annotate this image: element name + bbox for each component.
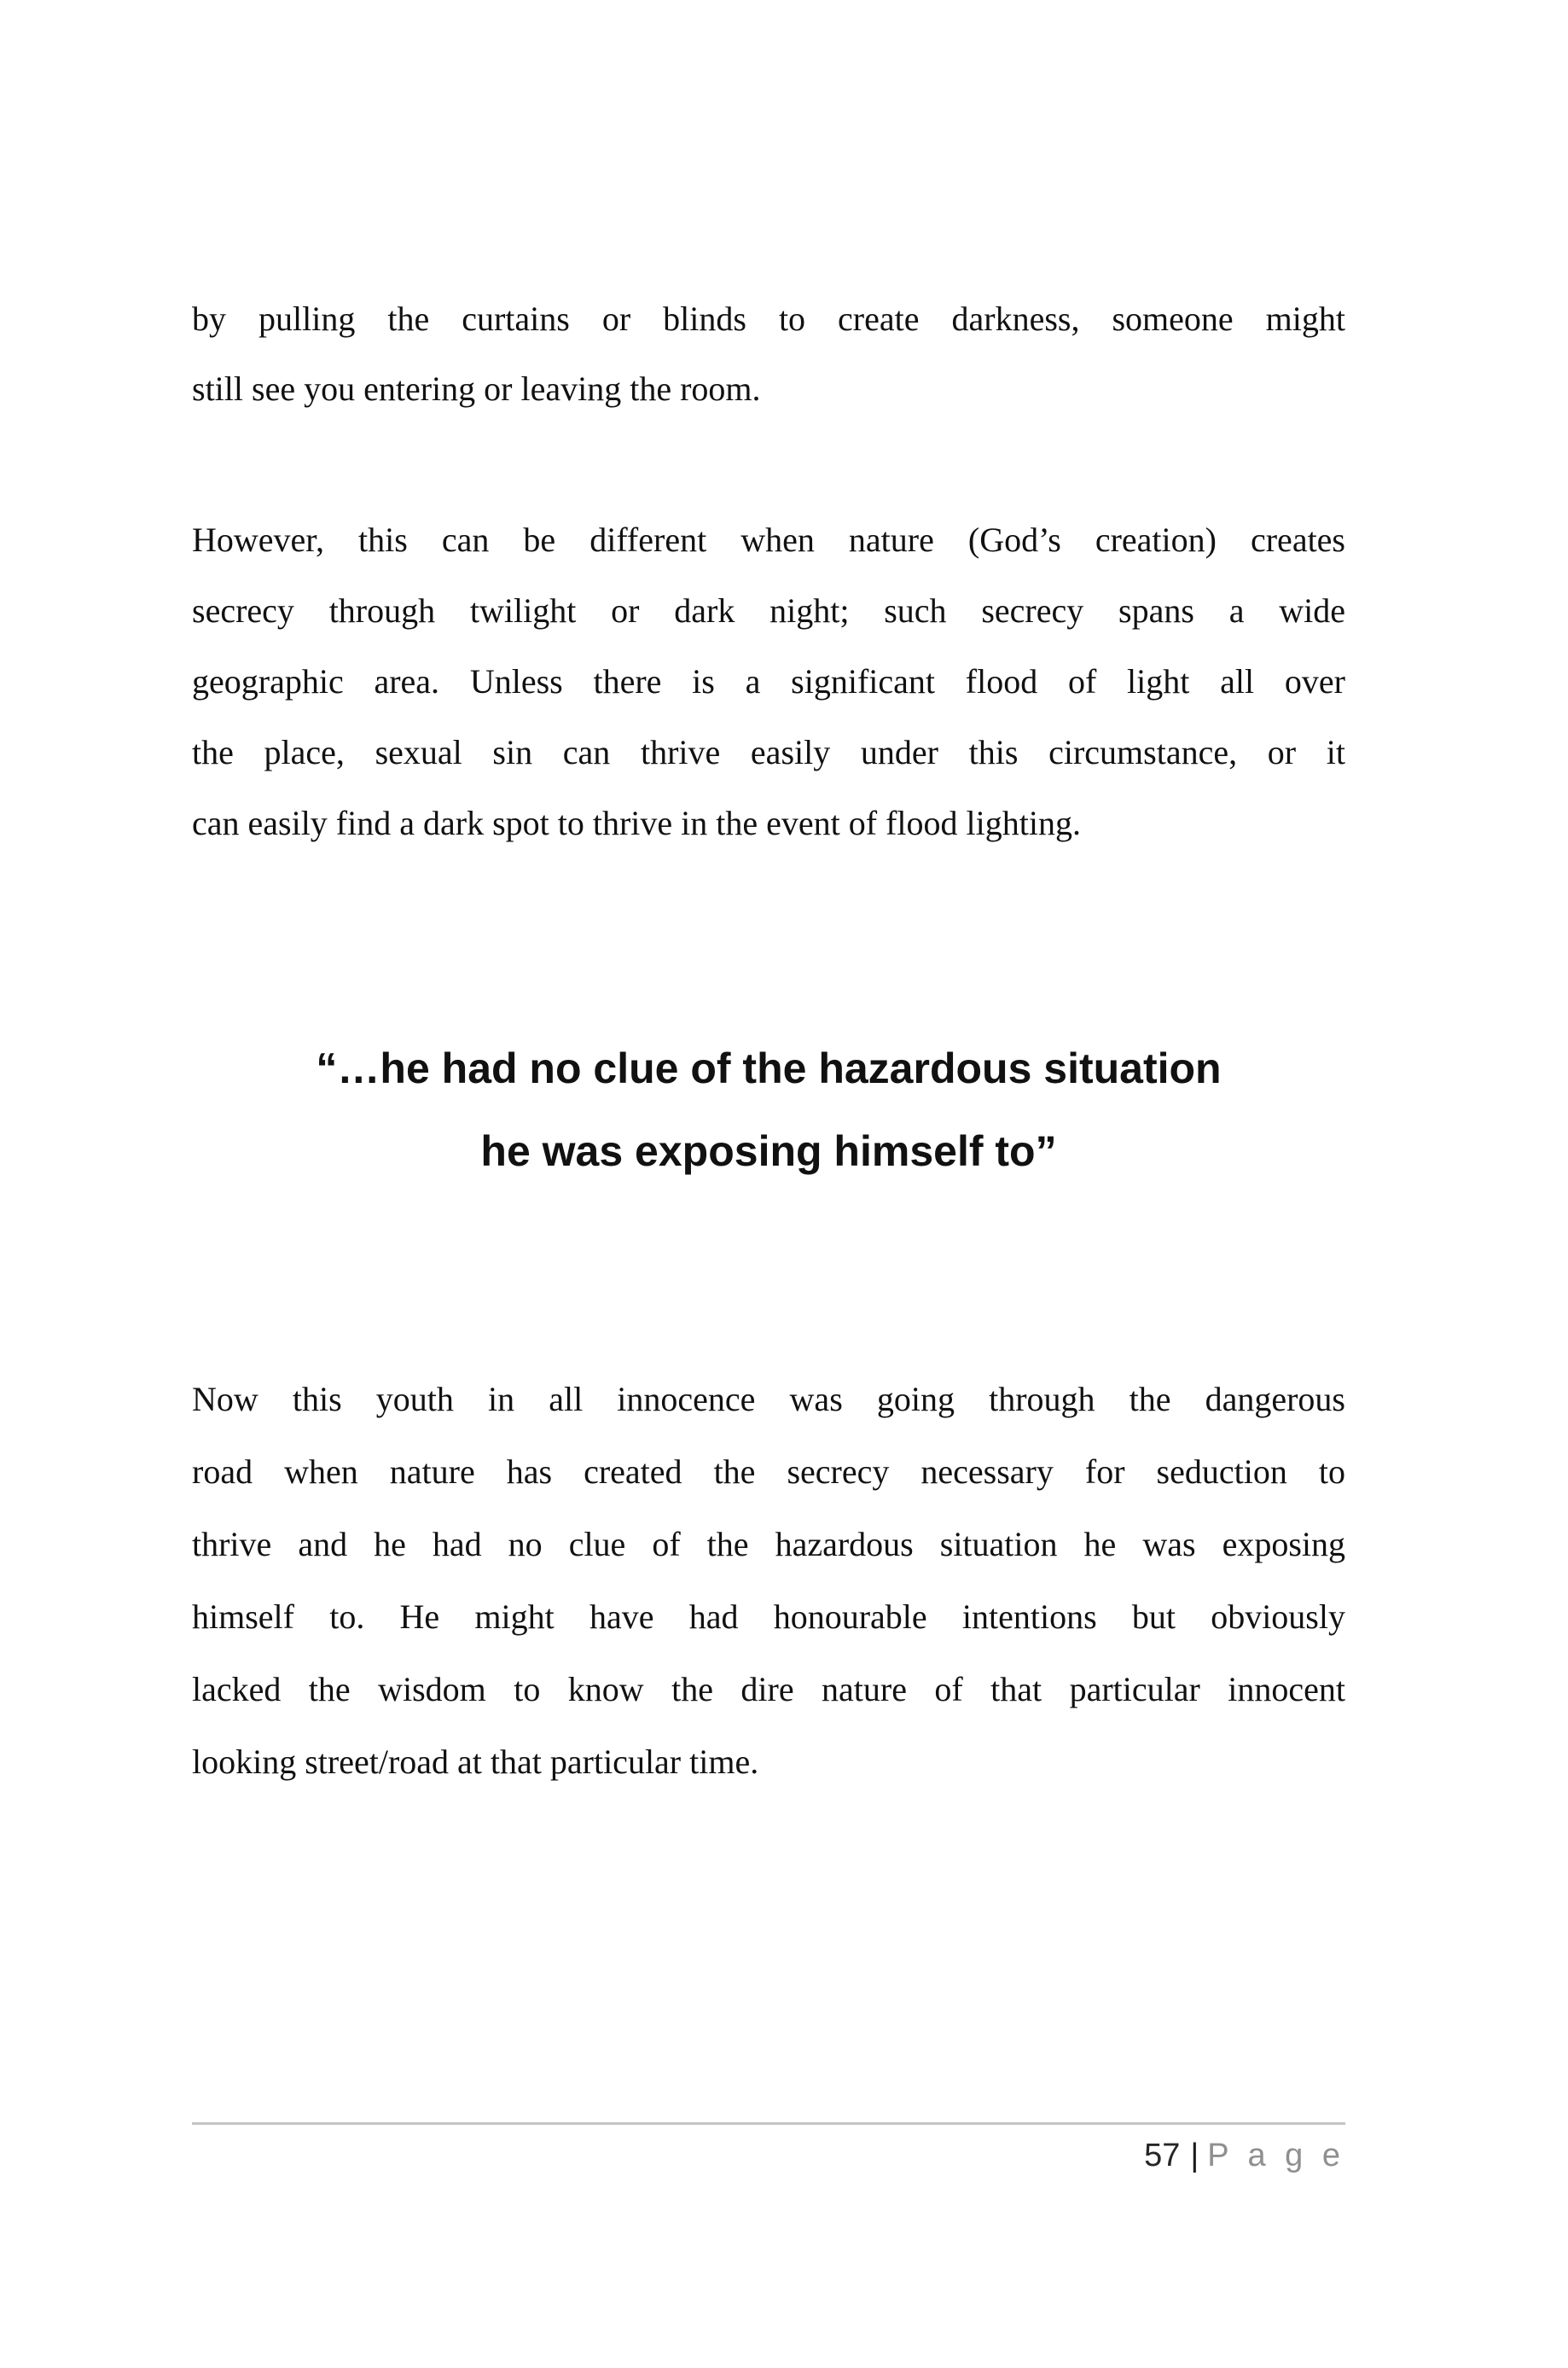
text-line: can easily find a dark spot to thrive in the event of flood lighting. bbox=[192, 804, 1081, 842]
text-line: himself to. He might have had honourable intentions but obviously bbox=[192, 1597, 1345, 1636]
text-line: the place, sexual sin can thrive easily under this circumstance, or it bbox=[192, 733, 1345, 771]
pull-quote-line: “…he had no clue of the hazardous situation bbox=[316, 1044, 1222, 1092]
footer-separator: | bbox=[1190, 2138, 1199, 2173]
text-line: looking street/road at that particular time. bbox=[192, 1743, 759, 1781]
text-line: secrecy through twilight or dark night; such secrecy spans a wide bbox=[192, 591, 1345, 630]
text-line: geographic area. Unless there is a significant flood of light all over bbox=[192, 662, 1345, 701]
page-label: P a g e bbox=[1207, 2138, 1345, 2173]
text-line: Now this youth in all innocence was going through the dangerous bbox=[192, 1380, 1345, 1418]
text-line: by pulling the curtains or blinds to create darkness, someone might bbox=[192, 300, 1345, 338]
pull-quote-line: he was exposing himself to” bbox=[480, 1127, 1057, 1175]
body-paragraph-1 bbox=[192, 284, 1345, 424]
pull-quote bbox=[192, 1027, 1345, 1193]
page-number: 57 bbox=[1144, 2138, 1181, 2173]
text-line: still see you entering or leaving the room. bbox=[192, 369, 761, 408]
body-paragraph-2 bbox=[192, 504, 1345, 858]
text-line: However, this can be different when nature (God’s creation) creates bbox=[192, 521, 1345, 559]
footer-rule bbox=[192, 2122, 1345, 2125]
text-line: thrive and he had no clue of the hazardous situation he was exposing bbox=[192, 1525, 1345, 1563]
text-line: road when nature has created the secrecy necessary for seduction to bbox=[192, 1452, 1345, 1491]
body-paragraph-3 bbox=[192, 1363, 1345, 1798]
page-footer bbox=[1144, 2136, 1345, 2175]
text-line: lacked the wisdom to know the dire nature of that particular innocent bbox=[192, 1670, 1345, 1708]
